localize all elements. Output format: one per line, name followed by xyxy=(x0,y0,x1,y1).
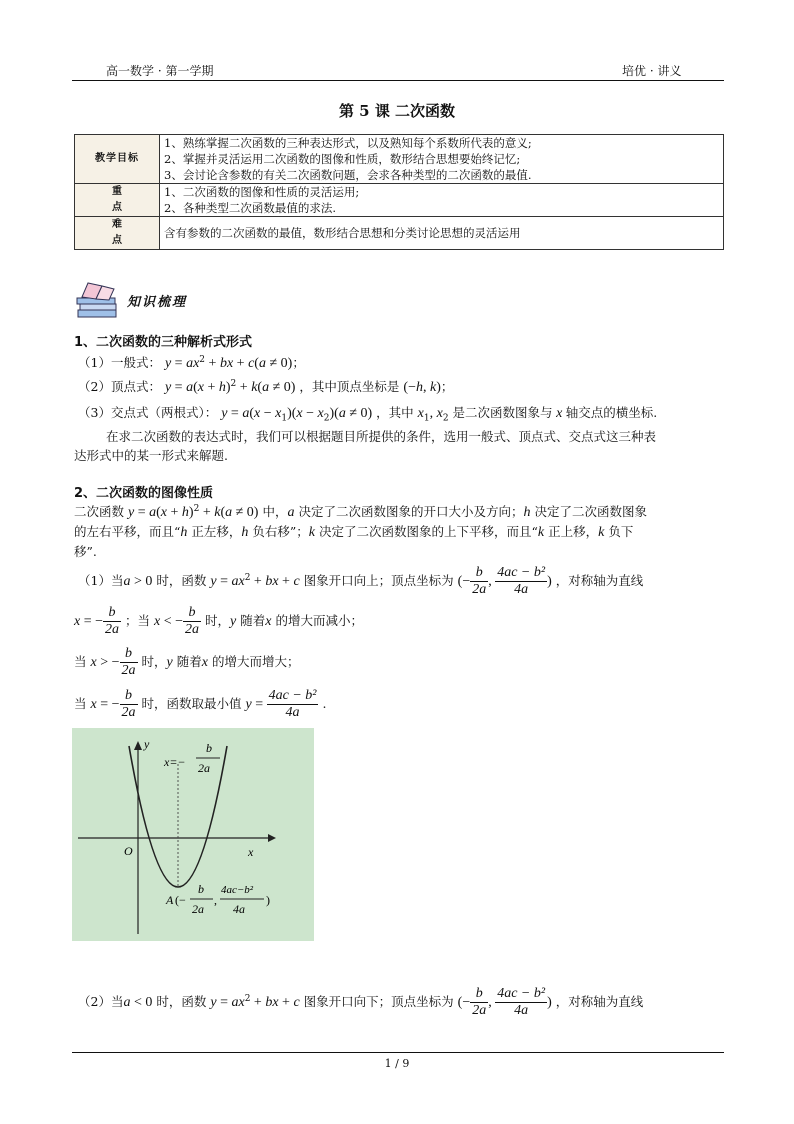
goals-row-objectives xyxy=(75,135,724,184)
vertex-comma: , xyxy=(214,893,217,907)
note-line-1: 在求二次函数的表达式时，我们可以根据题目所提供的条件，选用一般式、顶点式、交点式这三种表 xyxy=(106,429,657,444)
row-content xyxy=(160,135,724,184)
row-line: 1、熟练掌握二次函数的三种表达形式，以及熟知每个系数所代表的意义; xyxy=(164,136,532,150)
para-line-2: 的左右平移，而且“h 正左移，h 负右移”；k 决定了二次函数图象的上下平移，而且“k 正上移，k 负下 xyxy=(74,524,634,540)
case2-line-1: （2）当a < 0 时，函数 $y = ax^2$ + bx + c 图象开口向下；顶点坐标为 (− $\frac{b}{2a}$ , $\frac{\text{4ac − b²}}{4a}$ ) ，对称轴为直线 xyxy=(78,986,644,1018)
para-line-1: 二次函数 $y = a(x + h)^2 + k(a \ne 0)$ 中，a 决定了二次函数图象的开口大小及方向；h 决定了二次函数图象 xyxy=(74,503,647,520)
case1-line-3: 当 x > − $\frac{b}{2a}$ 时，y 随着x 的增大而增大； xyxy=(74,646,300,678)
row-content xyxy=(160,184,724,217)
y-axis-arrow xyxy=(134,741,142,750)
goals-table xyxy=(74,134,724,250)
vertex-y-den: 4a xyxy=(233,902,245,916)
x-axis-label: x xyxy=(248,845,254,859)
vertex-form: （2）顶点式： $y = a(x + h)^2 + k(a \ne 0)$ ，其中顶点坐标是 (−h, k)； xyxy=(78,378,454,395)
case1-line-1: （1）当a > 0 时，函数 $y = ax^2$ + bx + c 图象开口向上；顶点坐标为 (− $\frac{b}{2a}$ , $\frac{\text{4ac − b²}}{4a}$ ) ，对称轴为直线 xyxy=(78,565,644,597)
row-content xyxy=(160,217,724,250)
axis-note: x=− xyxy=(164,755,186,769)
origin-label: O xyxy=(124,844,133,858)
row-line: 含有参数的二次函数的最值，数形结合思想和分类讨论思想的灵活运用 xyxy=(164,226,521,240)
row-label: 教学目标 xyxy=(75,135,160,184)
case1-line-2: x = − $\frac{b}{2a}$ ；当 x < − $\frac{b}{2a}$ 时，y 随着x 的增大而减小； xyxy=(74,605,363,637)
row-line: 1、二次函数的图像和性质的灵活运用; xyxy=(164,185,360,199)
axis-note-den: 2a xyxy=(198,761,210,775)
vertex-y-num: 4ac−b² xyxy=(221,884,254,896)
section1-heading: 1、二次函数的三种解析式形式 xyxy=(74,335,253,350)
para-line-3: 移”. xyxy=(74,544,97,559)
case1-line-4: 当 x = − $\frac{b}{2a}$ 时，函数取最小值 y = $\frac{\text{4ac − b²}}{4a}$ . xyxy=(74,688,327,720)
row-line: 2、掌握并灵活运用二次函数的图像和性质，数形结合思想要始终记忆; xyxy=(164,152,521,166)
vertex-close-paren: ) xyxy=(266,893,270,907)
general-form: （1）一般式： $y = ax^2$ + bx + c(a ≠ 0)； xyxy=(78,354,305,371)
parabola-graph xyxy=(72,728,314,941)
x-axis-arrow xyxy=(268,834,276,842)
vertex-x-den: 2a xyxy=(192,902,204,916)
vertex-open-paren: (− xyxy=(175,893,186,907)
header-rule xyxy=(72,80,724,81)
y-axis-label: y xyxy=(144,737,150,751)
row-label: 重 点 xyxy=(75,184,160,217)
header-course: 高一数学 · 第一学期 xyxy=(106,64,214,78)
page-number: 1 / 9 xyxy=(384,1057,410,1070)
row-line: 3、会讨论含参数的有关二次函数问题，会求各种类型的二次函数的最值. xyxy=(164,168,532,182)
vertex-x-num: b xyxy=(198,882,204,896)
section2-heading: 2、二次函数的图像性质 xyxy=(74,486,214,501)
goals-row-key-points xyxy=(75,184,724,217)
parabola-svg xyxy=(72,728,314,941)
row-label: 难 点 xyxy=(75,217,160,250)
knowledge-label: 知识梳理 xyxy=(127,295,188,310)
axis-note-num: b xyxy=(206,741,212,755)
footer-rule xyxy=(72,1052,724,1053)
header-type: 培优 · 讲义 xyxy=(622,64,682,78)
book-stack-icon xyxy=(74,280,120,322)
vertex-label: A xyxy=(166,893,174,907)
page-title: 第 5 课 二次函数 xyxy=(338,102,456,120)
note-line-2: 达形式中的某一形式来解题. xyxy=(74,448,228,463)
intercept-form: （3）交点式（两根式）： $y = a(x - x_1)(x - x_2)(a \ne 0)$ ，其中 $x_1$, $x_2$ 是二次函数图象与 x 轴交点的横坐标. xyxy=(78,405,658,424)
row-line: 2、各种类型二次函数最值的求法. xyxy=(164,201,336,215)
goals-row-difficulties xyxy=(75,217,724,250)
